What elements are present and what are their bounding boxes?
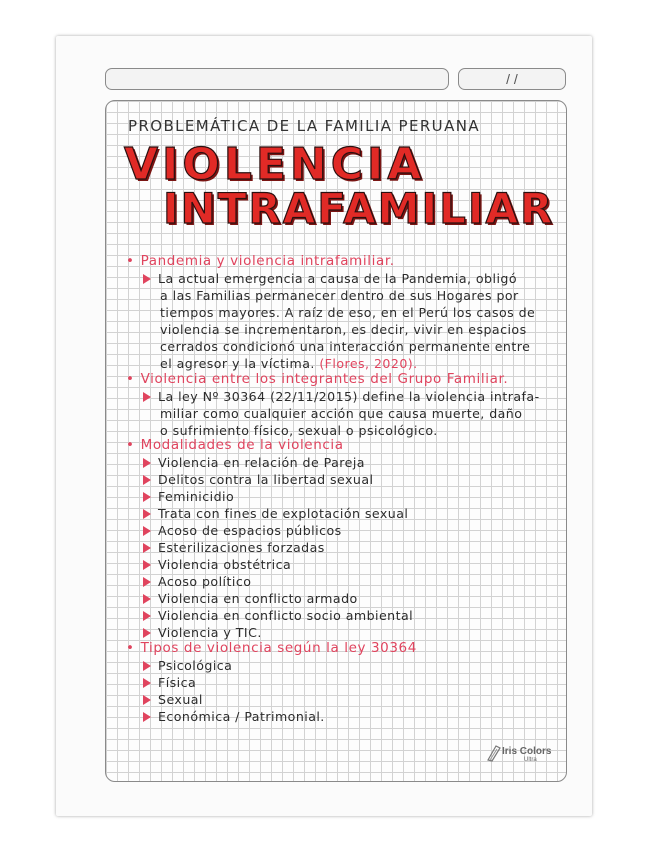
section-heading-tipos: [126, 640, 417, 656]
paragraph-line: el agresor y la víctima. (Flores, 2020).: [160, 356, 418, 371]
triangle-bullet-icon: [143, 274, 151, 284]
list-item: Violencia obstétrica: [143, 557, 291, 572]
paragraph-line: violencia se incrementaron, es decir, vivir en espacios: [160, 322, 527, 337]
triangle-bullet-icon: [143, 392, 151, 402]
paragraph-line: miliar como cualquier acción que causa muerte, daño: [160, 406, 523, 421]
page-title-line-2: INTRAFAMILIAR: [163, 184, 555, 233]
triangle-bullet-icon: [143, 594, 151, 604]
list-item: Acoso de espacios públicos: [143, 523, 342, 538]
triangle-bullet-icon: [143, 577, 151, 587]
section-heading-grupo-familiar: [126, 371, 508, 387]
brand-mark-icon: [486, 744, 502, 762]
date-field: [458, 68, 566, 90]
section-heading-text: Pandemia y violencia intrafamiliar.: [140, 253, 395, 269]
date-placeholder: / /: [506, 71, 518, 87]
section-heading-modalidades: [126, 437, 344, 453]
paragraph-line: a las Familias permanecer dentro de sus Hogares por: [160, 288, 519, 303]
list-item: Esterilizaciones forzadas: [143, 540, 325, 555]
triangle-bullet-icon: [143, 661, 151, 671]
notebook-header-field: [105, 68, 449, 90]
section-heading-pandemia: [126, 253, 395, 269]
list-item: Violencia y TIC.: [143, 625, 262, 640]
triangle-bullet-icon: [143, 526, 151, 536]
triangle-bullet-icon: [143, 712, 151, 722]
paragraph-line: cerrados condicionó una interacción permanente entre: [160, 339, 531, 354]
section-heading-text: Tipos de violencia según la ley 30364: [140, 640, 417, 656]
list-item: Feminicidio: [143, 489, 234, 504]
paragraph-line: La actual emergencia a causa de la Pandemia, obligó: [143, 271, 517, 286]
triangle-bullet-icon: [143, 611, 151, 621]
bullet-dot-icon: •: [126, 371, 135, 387]
triangle-bullet-icon: [143, 628, 151, 638]
brand-sub: Ultra: [524, 757, 537, 763]
paragraph-line: La ley Nº 30364 (22/11/2015) define la violencia intrafa-: [143, 389, 540, 404]
triangle-bullet-icon: [143, 678, 151, 688]
bullet-dot-icon: •: [126, 437, 135, 453]
bullet-dot-icon: •: [126, 640, 135, 656]
list-item: Violencia en conflicto socio ambiental: [143, 608, 413, 623]
triangle-bullet-icon: [143, 695, 151, 705]
list-item: Violencia en relación de Pareja: [143, 455, 365, 470]
page-title-line-1: VIOLENCIA: [124, 139, 426, 190]
paragraph-line: o sufrimiento físico, sexual o psicológico.: [160, 423, 438, 438]
list-item: Delitos contra la libertad sexual: [143, 472, 373, 487]
bullet-dot-icon: •: [126, 253, 135, 269]
triangle-bullet-icon: [143, 458, 151, 468]
list-item: Acoso político: [143, 574, 251, 589]
triangle-bullet-icon: [143, 492, 151, 502]
brand-logo: [486, 742, 556, 766]
list-item: Violencia en conflicto armado: [143, 591, 358, 606]
paragraph-line: tiempos mayores. A raíz de eso, en el Perú los casos de: [160, 305, 536, 320]
list-item: Sexual: [143, 692, 203, 707]
triangle-bullet-icon: [143, 475, 151, 485]
citation: (Flores, 2020).: [319, 356, 418, 371]
list-item: Psicológica: [143, 658, 232, 673]
brand-name: Iris Colors: [502, 746, 552, 757]
section-heading-text: Modalidades de la violencia: [140, 437, 344, 453]
list-item: Física: [143, 675, 196, 690]
triangle-bullet-icon: [143, 509, 151, 519]
list-item: Económica / Patrimonial.: [143, 709, 325, 724]
list-item: Trata con fines de explotación sexual: [143, 506, 408, 521]
section-heading-text: Violencia entre los integrantes del Grupo Familiar.: [140, 371, 509, 387]
triangle-bullet-icon: [143, 560, 151, 570]
page-subtitle: PROBLEMÁTICA DE LA FAMILIA PERUANA: [128, 117, 481, 135]
triangle-bullet-icon: [143, 543, 151, 553]
